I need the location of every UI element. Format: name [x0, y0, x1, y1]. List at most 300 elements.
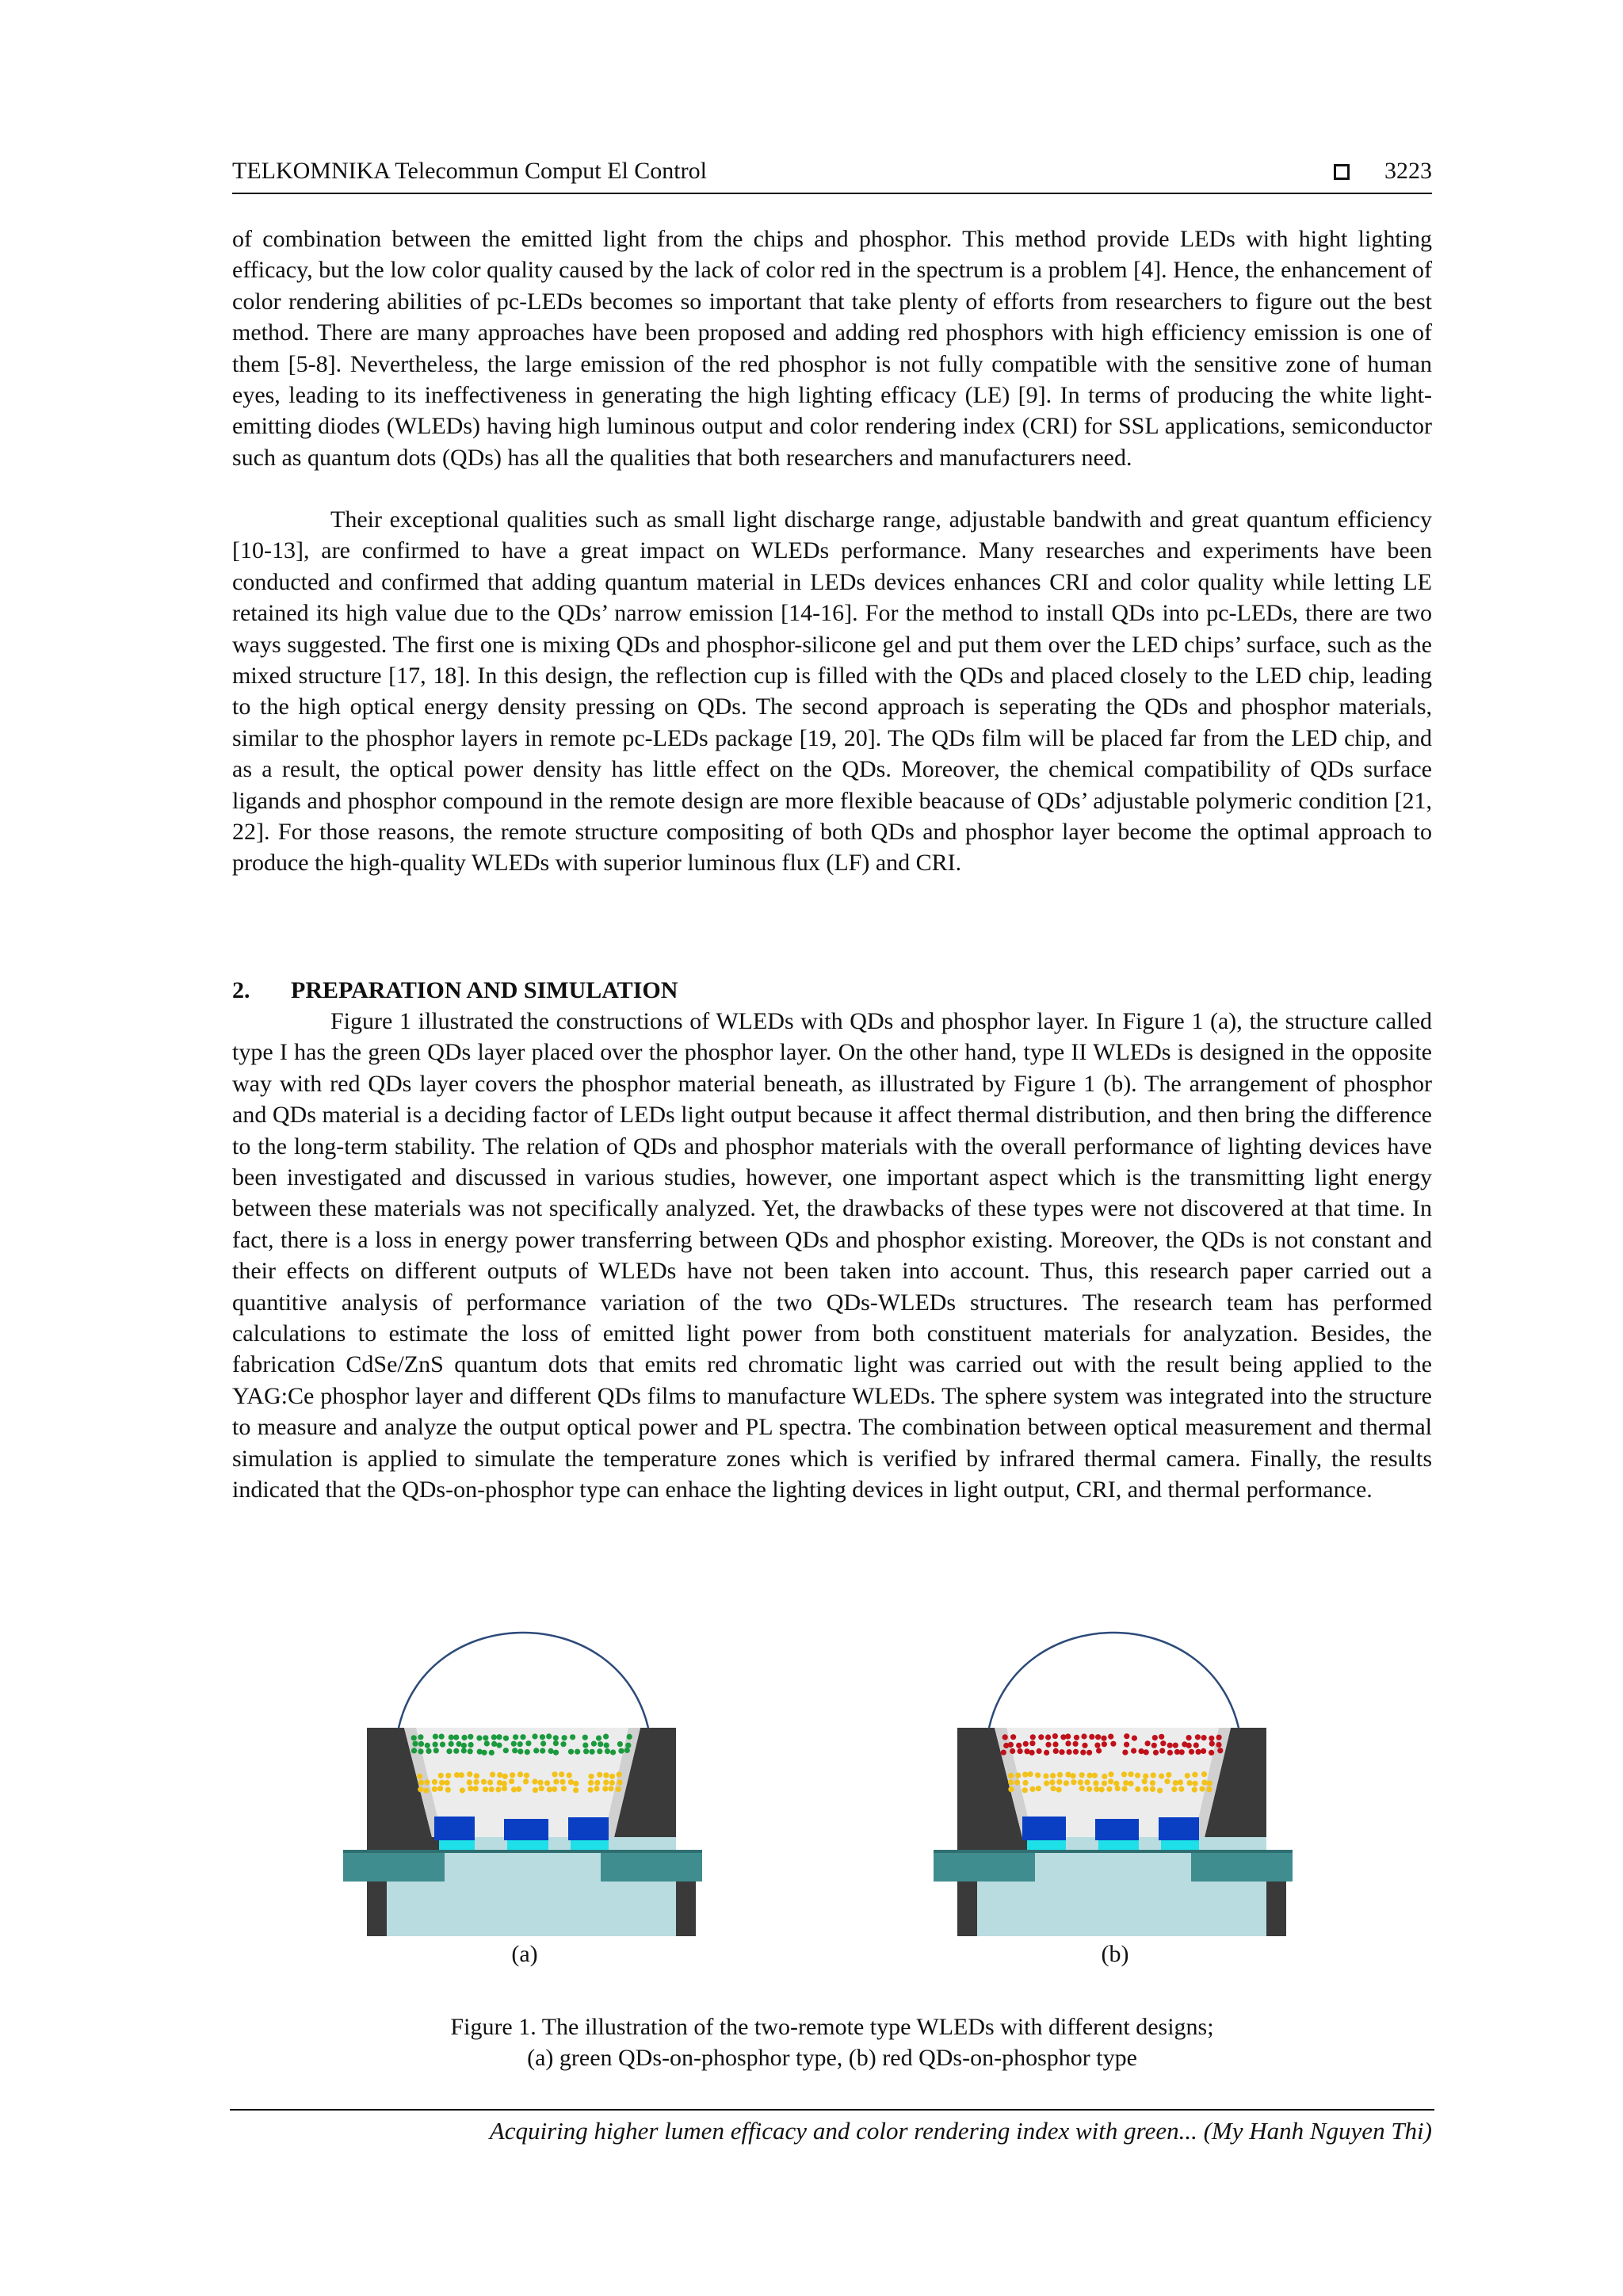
particle-dot	[467, 1779, 472, 1785]
particle-dot	[483, 1786, 488, 1792]
particle-dot	[418, 1786, 423, 1792]
particle-dot	[553, 1735, 559, 1740]
particle-dot	[1171, 1786, 1177, 1792]
particle-dot	[503, 1748, 509, 1753]
led-chip	[504, 1819, 548, 1840]
particle-dot	[1029, 1786, 1035, 1792]
particle-dot	[560, 1741, 566, 1747]
particle-dot	[1059, 1749, 1064, 1755]
particle-dot	[1073, 1749, 1079, 1755]
particle-dot	[1089, 1734, 1094, 1740]
particle-dot	[473, 1779, 479, 1785]
particle-dot	[1051, 1786, 1056, 1791]
particle-dot	[1002, 1734, 1008, 1740]
particle-dot	[496, 1743, 502, 1748]
particle-dot	[1173, 1780, 1178, 1786]
particle-dot	[517, 1771, 523, 1777]
particle-dot	[532, 1778, 537, 1784]
particle-dot	[489, 1786, 495, 1792]
particle-dot	[461, 1748, 467, 1753]
paragraph-3: Figure 1 illustrated the constructions of WLEDs with QDs and phosphor layer. In Figure 1 (a), the structure called type I has the green QDs layer placed over the phosphor layer. On the other hand, type II WLEDs is designed in the opposite way with red QDs layer covers the phosphor material beneath, as illustrated by Figure 1 (b). The arrangement of phosphor and QDs material is a deciding factor of LEDs light output because it affect thermal distribution, and then bring the difference to the long-term stability. The relation of QDs and phosphor materials with the overall performance of lighting devices have been investigated and discussed in various studies, however, one important aspect which is the transmitting light energy between these materials was not specifically analyzed. Yet, the drawbacks of these types were not discovered at that time. In fact, there is a loss in energy power transferring between QDs and phosphor existing. Moreover, the QDs is not constant and their effects on different outputs of WLEDs have not been taken into account. Thus, this research paper carried out a quantitive analysis of performance variation of the two QDs-WLEDs structures. The research team has performed calculations to estimate the loss of emitted light power from both constituent materials for analyzation. Besides, the fabrication CdSe/ZnS quantum dots that emits red chromatic light was carried out with the result being applied to the YAG:Ce phosphor layer and different QDs films to manufacture WLEDs. The sphere system was integrated into the structure to measure and analyze the output optical power and PL spectra. The combination between optical measurement and thermal simulation is applied to simulate the temperature zones which is verified by infrared thermal camera. Finally, the results indicated that the QDs-on-phosphor type can enhace the lighting devices in light output, CRI, and thermal performance.	[232, 1008, 1432, 1503]
particle-dot	[512, 1748, 517, 1753]
particle-dot	[573, 1787, 579, 1793]
particle-dot	[523, 1778, 529, 1784]
particle-dot	[1122, 1786, 1128, 1792]
particle-dot	[609, 1774, 615, 1779]
particle-dot	[459, 1772, 464, 1778]
particle-dot	[1209, 1736, 1214, 1741]
particle-dot	[440, 1742, 445, 1748]
particle-dot	[1022, 1780, 1028, 1786]
particle-dot	[1173, 1743, 1178, 1748]
particle-dot	[562, 1735, 567, 1740]
particle-dot	[625, 1743, 631, 1748]
particle-dot	[1201, 1748, 1206, 1754]
particle-dot	[1037, 1748, 1042, 1754]
particle-dot	[533, 1787, 538, 1793]
substrate	[367, 1837, 696, 1936]
particle-dot	[411, 1735, 417, 1740]
particle-dot	[568, 1779, 574, 1785]
particle-dot	[609, 1780, 615, 1786]
particle-dot	[445, 1773, 451, 1778]
particle-dot	[437, 1786, 443, 1791]
particle-dot	[1022, 1772, 1028, 1778]
particle-dot	[594, 1780, 600, 1786]
particle-dot	[594, 1786, 599, 1791]
particle-dot	[540, 1734, 545, 1740]
particle-dot	[502, 1774, 508, 1779]
particle-dot	[1044, 1750, 1049, 1755]
particle-dot	[477, 1749, 483, 1755]
particle-dot	[1067, 1749, 1072, 1755]
running-footer: Acquiring higher lumen efficacy and color rendering index with green... (My Hanh Nguyen Thi)	[489, 2117, 1432, 2145]
particle-dot	[1030, 1734, 1036, 1740]
particle-dot	[605, 1748, 610, 1754]
red-qd-layer	[1001, 1733, 1224, 1755]
particle-dot	[484, 1740, 490, 1746]
phosphor-layer	[1008, 1771, 1212, 1794]
particle-dot	[1139, 1748, 1144, 1754]
particle-dot	[1057, 1772, 1063, 1778]
particle-dot	[1071, 1779, 1076, 1785]
particle-dot	[1108, 1771, 1113, 1777]
particle-dot	[1195, 1734, 1201, 1740]
particle-dot	[511, 1741, 517, 1747]
particle-dot	[468, 1742, 474, 1748]
particle-dot	[548, 1748, 554, 1754]
particle-dot	[1010, 1734, 1016, 1740]
particle-dot	[1135, 1786, 1140, 1792]
particle-dot	[1064, 1780, 1069, 1786]
particle-dot	[544, 1780, 550, 1786]
particle-dot	[602, 1786, 608, 1791]
particle-dot	[1200, 1786, 1205, 1792]
particle-dot	[1045, 1734, 1051, 1740]
particle-dot	[461, 1735, 467, 1740]
particle-dot	[589, 1774, 594, 1779]
particle-dot	[1001, 1750, 1006, 1755]
particle-dot	[575, 1749, 580, 1755]
particle-dot	[1164, 1778, 1170, 1784]
particle-dot	[412, 1741, 418, 1747]
particle-dot	[1022, 1787, 1028, 1793]
panel-a-label: (a)	[511, 1941, 538, 1967]
particle-dot	[1043, 1773, 1048, 1778]
particle-dot	[487, 1779, 493, 1785]
particle-dot	[1065, 1740, 1071, 1746]
particle-dot	[561, 1786, 567, 1791]
particle-dot	[439, 1780, 445, 1786]
particle-dot	[1108, 1778, 1113, 1784]
particle-dot	[1166, 1772, 1171, 1778]
particle-dot	[533, 1748, 539, 1753]
particle-dot	[1052, 1733, 1058, 1739]
particle-dot	[474, 1773, 479, 1778]
particle-dot	[456, 1741, 461, 1747]
particle-dot	[1174, 1749, 1180, 1755]
particle-dot	[603, 1779, 609, 1785]
particle-dot	[497, 1780, 502, 1786]
particle-dot	[1178, 1779, 1183, 1785]
page-number: 3223	[1384, 158, 1432, 184]
particle-dot	[573, 1781, 579, 1786]
particle-dot	[1044, 1781, 1049, 1786]
lens-dome	[399, 1633, 648, 1728]
particle-dot	[524, 1773, 529, 1778]
particle-dot	[1157, 1788, 1163, 1794]
particle-dot	[540, 1748, 545, 1754]
particle-dot	[588, 1780, 594, 1786]
housing-base	[367, 1837, 696, 1936]
particle-dot	[1099, 1786, 1105, 1792]
footer-rule	[230, 2109, 1434, 2111]
particle-dot	[1029, 1750, 1035, 1755]
reflector-cup	[404, 1728, 640, 1837]
particle-dot	[1080, 1750, 1086, 1755]
particle-dot	[417, 1774, 422, 1779]
particle-dot	[1128, 1781, 1134, 1786]
particle-dot	[445, 1780, 450, 1786]
particle-dot	[426, 1748, 431, 1754]
section-heading	[232, 975, 1432, 1006]
particle-dot	[1003, 1743, 1009, 1748]
particle-dot	[511, 1786, 517, 1792]
section-title: PREPARATION AND SIMULATION	[291, 977, 678, 1003]
right-wall	[614, 1728, 676, 1837]
particle-dot	[1060, 1734, 1066, 1740]
particle-dot	[1008, 1773, 1014, 1778]
particle-dot	[604, 1743, 609, 1748]
particle-dot	[509, 1778, 514, 1784]
particle-dot	[496, 1734, 502, 1740]
particle-dot	[1207, 1781, 1212, 1786]
particle-dot	[1192, 1772, 1197, 1778]
particle-dot	[590, 1749, 595, 1755]
particle-dot	[1122, 1750, 1128, 1755]
particle-dot	[1159, 1773, 1164, 1778]
particle-dot	[490, 1772, 495, 1778]
particle-dot	[597, 1748, 602, 1754]
particle-dot	[1123, 1780, 1128, 1786]
paragraph-1: of combination between the emitted light from the chips and phosphor. This method provide LEDs with hight lighting efficacy, but the low color quality caused by the lack of color red in the spectrum is a problem [4]. Hence, the enhancement of color rendering abilities of pc-LEDs becomes so important that take plenty of efforts from researchers to figure out the best method. There are many approaches have been proposed and adding red phosphors with high efficiency emission is one of them [5-8]. Nevertheless, the large emission of the red phosphor is not fully compatible with the sensitive zone of human eyes, leading to its ineffectiveness in generating the high lighting efficacy (LE) [9]. In terms of producing the white light-emitting diodes (WLEDs) having high luminous output and color rendering index (CRI) for SSL applications, semiconductor such as quantum dots (QDs) has all the qualities that both researchers and manufacturers need.	[232, 226, 1432, 471]
particle-dot	[553, 1740, 559, 1746]
particle-dot	[540, 1740, 546, 1746]
particle-dot	[1014, 1779, 1020, 1785]
particle-dot	[553, 1750, 559, 1755]
particle-dot	[1101, 1736, 1106, 1741]
particle-dot	[425, 1743, 430, 1748]
particle-dot	[597, 1772, 602, 1778]
particle-dot	[617, 1741, 623, 1747]
section-number: 2.	[232, 977, 250, 1003]
particle-dot	[1008, 1742, 1014, 1748]
particle-dot	[1015, 1773, 1021, 1778]
particle-dot	[568, 1749, 574, 1755]
particle-dot	[552, 1771, 557, 1777]
particle-dot	[603, 1734, 609, 1740]
particle-dot	[438, 1773, 444, 1778]
particle-dot	[1159, 1748, 1165, 1754]
particle-dot	[517, 1748, 523, 1754]
particle-dot	[1108, 1734, 1113, 1740]
particle-dot	[1182, 1741, 1187, 1747]
particle-dot	[1143, 1774, 1148, 1779]
particle-dot	[1153, 1750, 1159, 1755]
particle-dot	[608, 1786, 613, 1791]
particle-dot	[1217, 1748, 1223, 1753]
particle-dot	[453, 1748, 459, 1754]
particle-dot	[1124, 1742, 1129, 1748]
journal-title: TELKOMNIKA Telecommun Comput El Control	[232, 158, 707, 184]
particle-dot	[547, 1786, 552, 1792]
particle-dot	[1074, 1735, 1079, 1740]
particle-dot	[476, 1735, 482, 1740]
particle-dot	[468, 1748, 473, 1754]
particle-dot	[1102, 1774, 1107, 1779]
particle-dot	[546, 1733, 552, 1739]
particle-dot	[502, 1786, 507, 1791]
particle-dot	[489, 1750, 495, 1755]
particle-dot	[1193, 1743, 1199, 1748]
particle-dot	[617, 1771, 622, 1777]
particle-dot	[433, 1748, 439, 1753]
particle-dot	[1144, 1749, 1149, 1755]
page-header	[232, 154, 1432, 189]
particle-dot	[510, 1772, 515, 1778]
led-chip	[434, 1817, 475, 1840]
particle-dot	[553, 1779, 559, 1785]
particle-dot	[1084, 1779, 1090, 1785]
particle-dot	[1102, 1781, 1107, 1786]
particle-dot	[1028, 1771, 1033, 1777]
particle-dot	[411, 1748, 417, 1753]
particle-dot	[445, 1787, 451, 1793]
particle-dot	[1151, 1772, 1156, 1778]
led-chip	[1159, 1817, 1199, 1840]
green-qd-layer	[411, 1733, 632, 1755]
particle-dot	[1216, 1742, 1221, 1748]
wled-diagram-red	[934, 1633, 1293, 1936]
particle-dot	[433, 1742, 438, 1748]
particle-dot	[610, 1749, 616, 1755]
particle-dot	[497, 1772, 502, 1778]
circuit-board	[343, 1853, 445, 1881]
particle-dot	[1186, 1743, 1192, 1748]
particle-dot	[1086, 1750, 1092, 1755]
particle-dot	[596, 1736, 601, 1741]
particle-dot	[1206, 1786, 1212, 1792]
particle-dot	[1132, 1736, 1137, 1741]
particle-dot	[1150, 1786, 1155, 1792]
particle-dot	[1087, 1773, 1093, 1778]
particle-dot	[583, 1748, 589, 1754]
particle-dot	[1209, 1741, 1215, 1747]
particle-dot	[1115, 1786, 1121, 1791]
particle-dot	[468, 1786, 473, 1791]
particle-dot	[424, 1779, 430, 1785]
particle-dot	[1018, 1748, 1023, 1754]
particle-dot	[432, 1786, 437, 1792]
particle-dot	[587, 1787, 593, 1793]
particle-dot	[520, 1734, 525, 1740]
figure-caption	[232, 2011, 1432, 2073]
particle-dot	[1131, 1748, 1136, 1754]
particle-dot	[1143, 1786, 1148, 1792]
particle-dot	[513, 1734, 518, 1740]
particle-dot	[491, 1741, 497, 1747]
particle-dot	[1045, 1742, 1051, 1748]
particle-dot	[1065, 1733, 1071, 1739]
particle-dot	[1178, 1786, 1184, 1792]
particle-dot	[1008, 1786, 1014, 1792]
wled-diagram-green	[343, 1633, 702, 1936]
particle-dot	[1029, 1740, 1035, 1746]
particle-dot	[1160, 1740, 1166, 1746]
particle-dot	[1079, 1772, 1085, 1778]
particle-dot	[423, 1788, 429, 1794]
particle-dot	[539, 1786, 544, 1791]
particle-dot	[616, 1786, 621, 1792]
particle-dot	[570, 1734, 575, 1740]
particle-dot	[1095, 1734, 1101, 1740]
particle-dot	[538, 1780, 544, 1786]
left-wall	[367, 1728, 432, 1837]
particle-dot	[1167, 1750, 1173, 1755]
particle-dot	[473, 1786, 479, 1791]
particle-dot	[1086, 1786, 1092, 1792]
particle-dot	[1201, 1771, 1207, 1777]
particle-dot	[1106, 1786, 1112, 1792]
particle-dot	[1216, 1735, 1222, 1740]
particle-dot	[1050, 1773, 1056, 1778]
particle-dot	[1038, 1734, 1044, 1740]
particle-dot	[1150, 1780, 1155, 1786]
particle-dot	[1078, 1779, 1083, 1785]
page-number-group	[1334, 154, 1432, 189]
particle-dot	[446, 1748, 452, 1754]
particle-dot	[1135, 1773, 1140, 1778]
particle-dot	[1024, 1748, 1029, 1754]
phosphor-layer	[417, 1771, 623, 1794]
particle-dot	[1035, 1772, 1041, 1778]
particle-dot	[432, 1779, 437, 1785]
particle-dot	[1187, 1780, 1193, 1786]
particle-dot	[491, 1734, 497, 1740]
particle-dot	[1121, 1771, 1127, 1777]
square-box-icon	[1334, 164, 1350, 180]
particle-dot	[418, 1741, 424, 1747]
particle-dot	[1145, 1740, 1151, 1746]
particle-dot	[1151, 1743, 1157, 1748]
particle-dot	[1094, 1743, 1100, 1748]
particle-dot	[502, 1781, 507, 1786]
particle-dot	[617, 1779, 623, 1785]
particle-dot	[1159, 1734, 1164, 1740]
led-chip	[1022, 1817, 1066, 1840]
particle-dot	[517, 1741, 523, 1747]
particle-dot	[1193, 1781, 1198, 1786]
particle-dot	[460, 1787, 465, 1793]
caption-line-2: (a) green QDs-on-phosphor type, (b) red QDs-on-phosphor type	[527, 2045, 1137, 2071]
particle-dot	[618, 1748, 624, 1754]
particle-dot	[1186, 1735, 1192, 1740]
particle-dot	[1036, 1786, 1041, 1791]
particle-dot	[1189, 1749, 1194, 1755]
particle-dot	[627, 1734, 632, 1740]
particle-dot	[418, 1734, 423, 1740]
particle-dot	[503, 1736, 509, 1741]
particle-dot	[1102, 1741, 1107, 1747]
particle-dot	[552, 1786, 557, 1792]
paragraph-2: Their exceptional qualities such as small light discharge range, adjustable bandwith and great quantum efficiency [10-13], are confirmed to have a great impact on WLEDs performance. Many researches and experiments have been conducted and confirmed that adding quantum material in LEDs devices enhances CRI and color quality while letting LE retained its high value due to the QDs’ narrow emission [14-16]. For the method to install QDs into pc-LEDs, there are two ways suggested. The first one is mixing QDs and phosphor-silicone gel and put them over the LED chips’ surface, such as the mixed structure [17, 18]. In this design, the reflection cup is filled with the QDs and placed closely to the LED chip, leading to the high optical energy density pressing on QDs. The second approach is seperating the QDs and phosphor materials, similar to the phosphor layers in remote pc-LEDs package [19, 20]. The QDs film will be placed far from the LED chip, and as a result, the optical power density has little effect on the QDs. Moreover, the chemical compatibility of QDs surface ligands and phosphor compound in the remote design are more flexible beacause of QDs’ adjustable polymeric condition [21, 22]. For those reasons, the remote structure compositing of both QDs and phosphor layer become the optimal approach to produce the high-quality WLEDs with superior luminous flux (LF) and CRI.	[232, 506, 1432, 877]
particle-dot	[582, 1735, 588, 1740]
particle-dot	[1142, 1778, 1148, 1784]
particle-dot	[418, 1748, 423, 1754]
particle-dot	[418, 1780, 424, 1786]
particle-dot	[1073, 1741, 1079, 1747]
particle-dot	[1093, 1780, 1098, 1786]
particle-dot	[1008, 1779, 1014, 1785]
led-chip	[1095, 1819, 1139, 1840]
particle-dot	[559, 1771, 564, 1777]
particle-dot	[1053, 1748, 1059, 1754]
particle-dot	[449, 1741, 454, 1747]
caption-line-1: Figure 1. The illustration of the two-remote type WLEDs with different designs;	[450, 2014, 1214, 2040]
particle-dot	[467, 1771, 472, 1777]
particle-dot	[567, 1772, 572, 1778]
particle-dot	[525, 1740, 531, 1746]
particle-dot	[582, 1743, 588, 1748]
particle-dot	[598, 1741, 603, 1747]
particle-dot	[1049, 1779, 1055, 1785]
particle-dot	[1110, 1741, 1116, 1747]
particle-dot	[1082, 1743, 1087, 1748]
particle-dot	[1209, 1750, 1214, 1755]
particle-dot	[454, 1772, 460, 1778]
particle-dot	[559, 1779, 565, 1785]
particle-dot	[1167, 1743, 1173, 1748]
particle-dot	[1010, 1748, 1015, 1754]
particle-dot	[603, 1772, 609, 1778]
particle-dot	[624, 1748, 630, 1753]
particle-dot	[483, 1735, 488, 1740]
particle-dot	[1023, 1741, 1029, 1747]
particle-dot	[532, 1733, 537, 1739]
particle-dot	[439, 1734, 445, 1740]
particle-dot	[433, 1734, 438, 1740]
particle-dot	[1201, 1780, 1207, 1786]
